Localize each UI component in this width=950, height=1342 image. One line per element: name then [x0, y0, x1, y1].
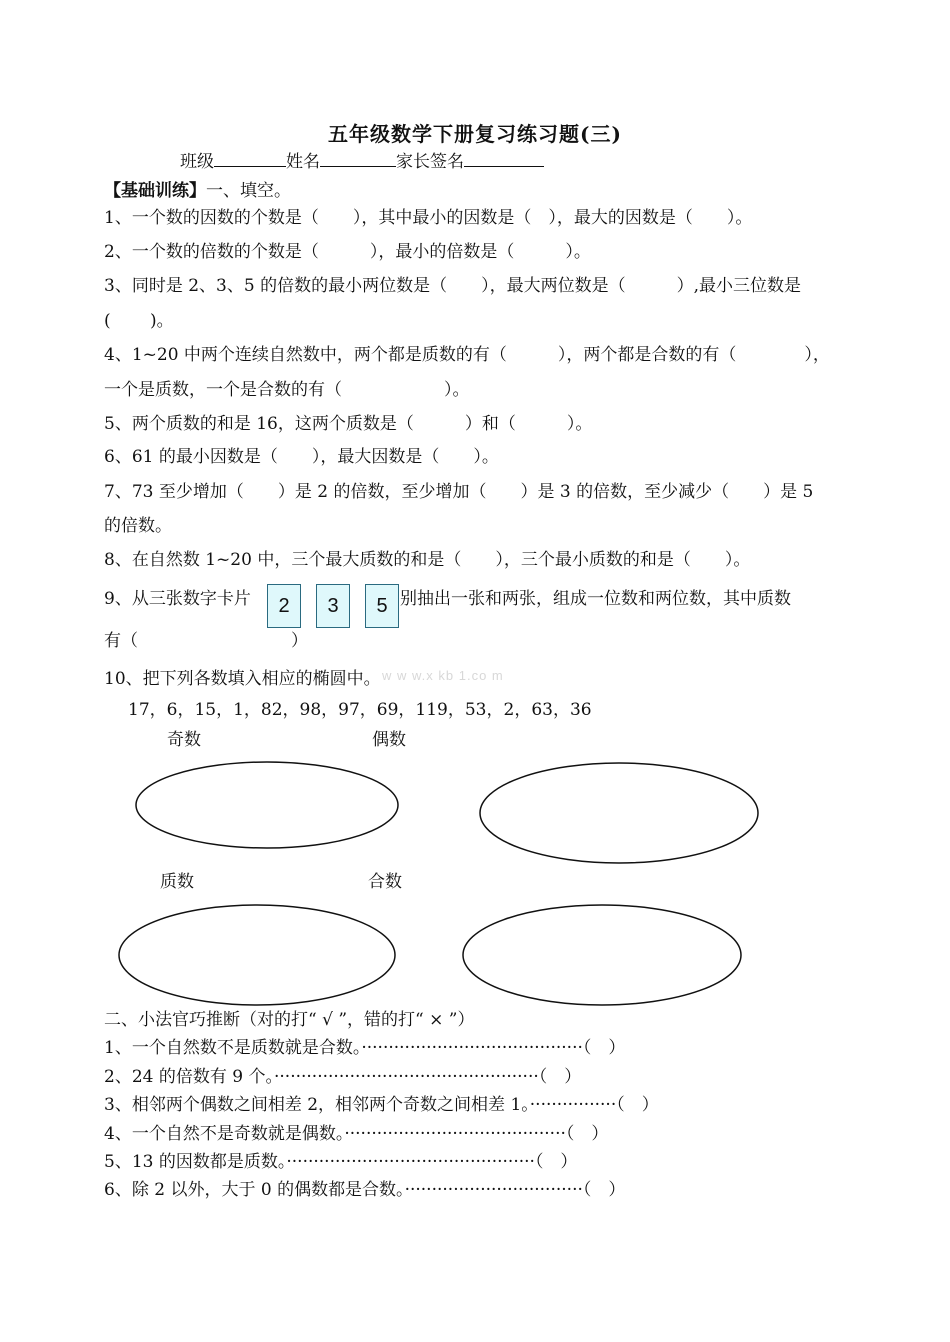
answer-paren[interactable]: （ ）: [582, 1180, 626, 1200]
question-3-line1: 3、同时是 2、3、5 的倍数的最小两位数是（ ），最大两位数是（ ）,最小三位数是: [104, 276, 801, 296]
judge-item-2: [104, 1066, 581, 1088]
judge-item-5: [104, 1151, 577, 1173]
leader-dots: ··············································: [286, 1152, 535, 1172]
number-list: 17，6，15，1，82，98，97，69，119，53，2，63，36: [128, 700, 592, 720]
question-9-line1-right: 别抽出一张和两张，组成一位数和两位数，其中质数: [400, 589, 791, 609]
number-card-2: 2: [267, 584, 301, 628]
leader-dots: ·································: [404, 1180, 583, 1200]
judge-item-3: [104, 1094, 659, 1116]
question-6: 6、61 的最小因数是（ ），最大因数是（ ）。: [104, 447, 499, 467]
question-8: 8、在自然数 1~20 中，三个最大质数的和是（ ），三个最小质数的和是（ ）。: [104, 550, 751, 570]
judge-item-text: 2、24 的倍数有 9 个。: [104, 1067, 274, 1087]
name-label: 姓名: [286, 152, 320, 172]
judge-item-4: [104, 1123, 608, 1145]
leader-dots: ·········································: [344, 1124, 566, 1144]
question-9-line1-left: 9、从三张数字卡片: [104, 589, 251, 609]
question-10: 10、把下列各数填入相应的椭圆中。: [104, 669, 381, 689]
question-4-line2: 一个是质数，一个是合数的有（ ）。: [104, 380, 470, 400]
judge-item-text: 3、相邻两个偶数之间相差 2，相邻两个奇数之间相差 1。: [104, 1095, 530, 1115]
page-title: 五年级数学下册复习练习题(三): [328, 122, 622, 146]
parent-signature-label: 家长签名: [396, 152, 464, 172]
judge-item-6: [104, 1179, 625, 1201]
question-7-line2: 的倍数。: [104, 516, 172, 536]
judge-item-1: [104, 1037, 625, 1059]
composite-ellipse[interactable]: [463, 905, 741, 1005]
answer-paren[interactable]: （ ）: [582, 1038, 626, 1058]
leader-dots: ·················································: [273, 1067, 539, 1087]
judge-item-text: 6、除 2 以外，大于 0 的偶数都是合数。: [104, 1180, 405, 1200]
question-1: 1、一个数的因数的个数是（ ），其中最小的因数是（ ），最大的因数是（ ）。: [104, 208, 753, 228]
fill-blank-heading: 一、填空。: [206, 181, 291, 201]
judge-item-text: 4、一个自然不是奇数就是偶数。: [104, 1124, 345, 1144]
judge-item-text: 5、13 的因数都是质数。: [104, 1152, 287, 1172]
odd-ellipse[interactable]: [136, 762, 398, 848]
answer-paren[interactable]: （ ）: [565, 1124, 609, 1144]
question-3-line2: ( )。: [104, 311, 174, 331]
odd-label: 奇数: [167, 730, 201, 750]
prime-ellipse[interactable]: [119, 905, 395, 1005]
answer-paren[interactable]: （ ）: [534, 1152, 578, 1172]
leader-dots: ················: [529, 1095, 617, 1115]
even-label: 偶数: [372, 730, 406, 750]
prime-label: 质数: [160, 872, 194, 892]
section2-heading: 二、小法官巧推断（对的打“ √ ”，错的打“ × ”）: [104, 1010, 475, 1030]
leader-dots: ·········································: [361, 1038, 583, 1058]
judge-item-text: 1、一个自然数不是质数就是合数。: [104, 1038, 362, 1058]
number-card-5: 5: [365, 584, 399, 628]
basic-training-label: 【基础训练】: [104, 181, 206, 201]
class-label: 班级: [180, 152, 214, 172]
answer-paren[interactable]: （ ）: [616, 1095, 659, 1115]
even-ellipse[interactable]: [480, 763, 758, 863]
question-4-line1: 4、1~20 中两个连续自然数中，两个都是质数的有（ ），两个都是合数的有（ ），: [104, 345, 830, 365]
composite-label: 合数: [368, 872, 402, 892]
number-card-3: 3: [316, 584, 350, 628]
question-2: 2、一个数的倍数的个数是（ ），最小的倍数是（ ）。: [104, 242, 591, 262]
answer-paren[interactable]: （ ）: [538, 1067, 582, 1087]
question-5: 5、两个质数的和是 16，这两个质数是（ ）和（ ）。: [104, 414, 593, 434]
watermark: w w w.x kb 1.co m: [382, 668, 504, 683]
question-9-line2: 有（ ）: [104, 631, 308, 651]
question-7-line1: 7、73 至少增加（ ）是 2 的倍数，至少增加（ ）是 3 的倍数，至少减少（ ）是 5: [104, 482, 814, 502]
